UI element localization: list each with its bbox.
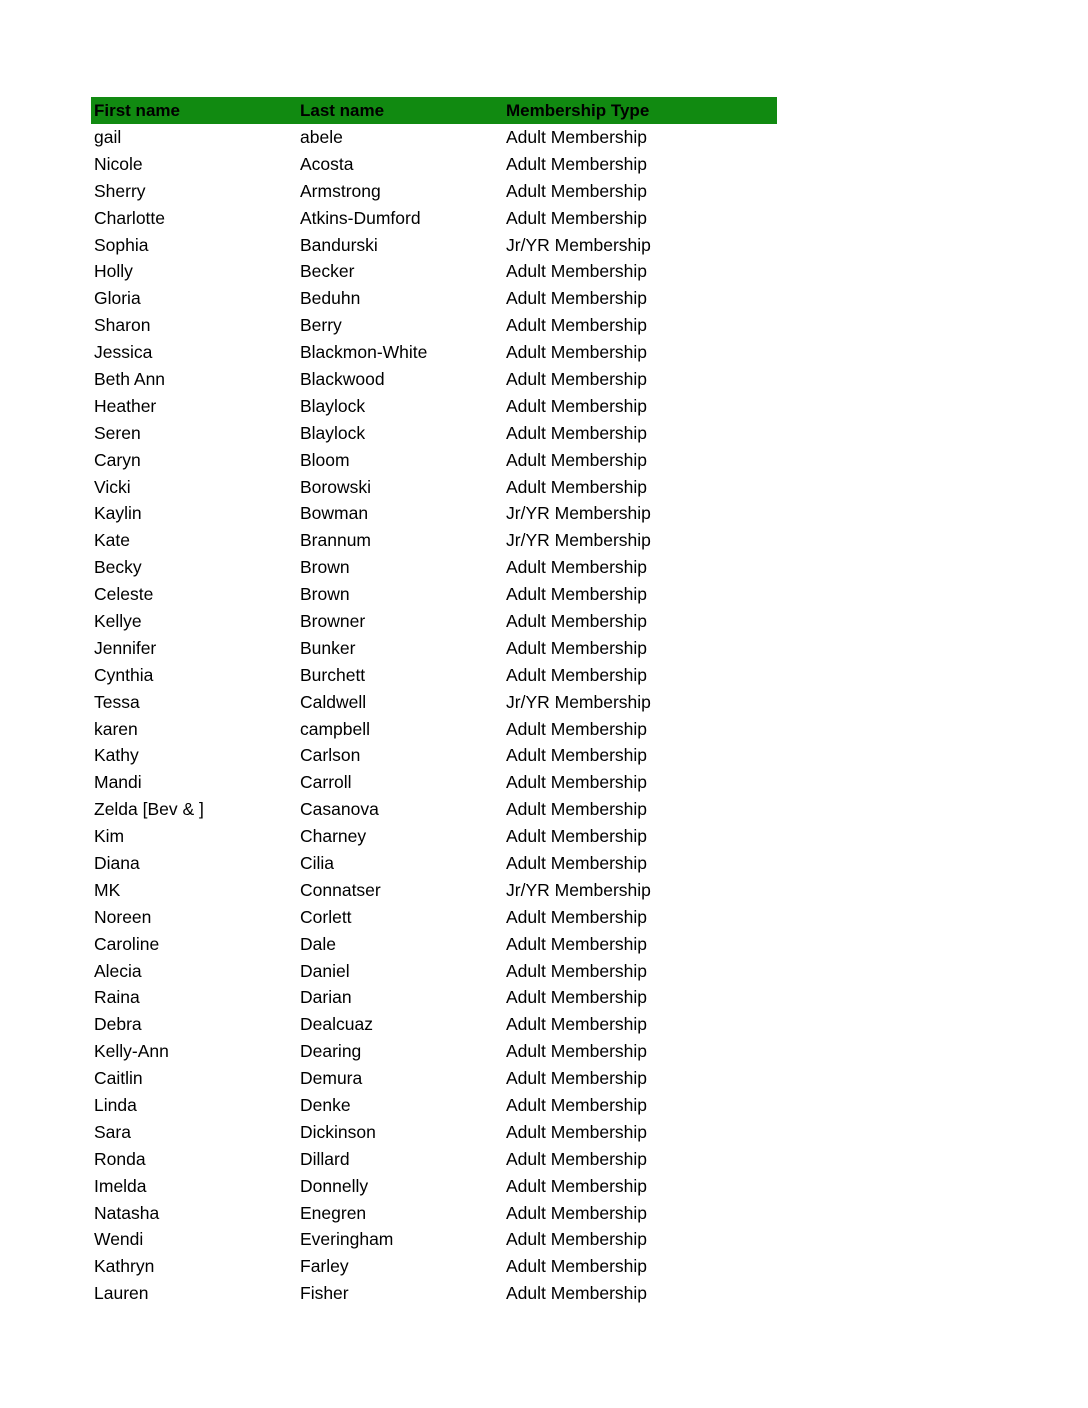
- cell-last-name: Bandurski: [300, 234, 378, 255]
- cell-last-name: Carroll: [300, 772, 352, 793]
- cell-membership-type: Adult Membership: [506, 557, 648, 578]
- cell-last-name: Everingham: [300, 1229, 394, 1250]
- cell-first-name: Celeste: [94, 584, 154, 605]
- cell-last-name: Demura: [300, 1068, 363, 1089]
- table-row: [91, 151, 777, 178]
- cell-last-name: Bowman: [300, 503, 369, 524]
- cell-last-name: Enegren: [300, 1202, 367, 1223]
- table-row: [91, 742, 777, 769]
- cell-first-name: Vicki: [94, 476, 131, 497]
- table-row: [91, 258, 777, 285]
- cell-membership-type: Adult Membership: [506, 261, 648, 282]
- cell-first-name: Kelly-Ann: [94, 1041, 169, 1062]
- table-row: [91, 124, 777, 151]
- cell-first-name: Debra: [94, 1014, 142, 1035]
- table-body: [91, 124, 777, 1307]
- cell-membership-type: Adult Membership: [506, 799, 648, 820]
- cell-first-name: Lauren: [94, 1283, 149, 1304]
- cell-last-name: Berry: [300, 315, 342, 336]
- cell-membership-type: Adult Membership: [506, 1283, 648, 1304]
- cell-first-name: gail: [94, 126, 122, 147]
- table-row: [91, 420, 777, 447]
- cell-first-name: Diana: [94, 852, 140, 873]
- cell-membership-type: Adult Membership: [506, 906, 648, 927]
- cell-first-name: Mandi: [94, 772, 142, 793]
- cell-first-name: Sophia: [94, 234, 149, 255]
- table-row: [91, 285, 777, 312]
- cell-membership-type: Jr/YR Membership: [506, 879, 651, 900]
- cell-first-name: Sherry: [94, 180, 146, 201]
- cell-membership-type: Adult Membership: [506, 987, 648, 1008]
- cell-last-name: Blackwood: [300, 368, 385, 389]
- table-row: [91, 178, 777, 205]
- table-row: [91, 1011, 777, 1038]
- table-row: [91, 904, 777, 931]
- cell-first-name: Kate: [94, 530, 130, 551]
- table-row: [91, 339, 777, 366]
- table-row: [91, 931, 777, 958]
- cell-first-name: Nicole: [94, 153, 143, 174]
- cell-membership-type: Jr/YR Membership: [506, 234, 651, 255]
- table-row: [91, 716, 777, 743]
- cell-first-name: Holly: [94, 261, 133, 282]
- cell-last-name: Atkins-Dumford: [300, 207, 421, 228]
- cell-last-name: Darian: [300, 987, 352, 1008]
- cell-last-name: Farley: [300, 1256, 349, 1277]
- cell-last-name: Fisher: [300, 1283, 349, 1304]
- table-row: [91, 1092, 777, 1119]
- cell-membership-type: Adult Membership: [506, 449, 648, 470]
- table-row: [91, 1253, 777, 1280]
- cell-last-name: Corlett: [300, 906, 352, 927]
- cell-membership-type: Adult Membership: [506, 718, 648, 739]
- table-row: [91, 850, 777, 877]
- table-row: [91, 554, 777, 581]
- cell-first-name: Kaylin: [94, 503, 142, 524]
- header-first-name: First name: [94, 100, 180, 120]
- cell-membership-type: Adult Membership: [506, 826, 648, 847]
- cell-first-name: Heather: [94, 395, 157, 416]
- cell-membership-type: Jr/YR Membership: [506, 691, 651, 712]
- table-row: [91, 447, 777, 474]
- table-row: [91, 635, 777, 662]
- cell-first-name: MK: [94, 879, 121, 900]
- cell-membership-type: Adult Membership: [506, 368, 648, 389]
- table-row: [91, 1200, 777, 1227]
- cell-last-name: Becker: [300, 261, 355, 282]
- cell-last-name: Blaylock: [300, 395, 366, 416]
- table-row: [91, 985, 777, 1012]
- cell-last-name: Blackmon-White: [300, 342, 428, 363]
- table-row: [91, 500, 777, 527]
- cell-first-name: Jessica: [94, 342, 153, 363]
- table-row: [91, 769, 777, 796]
- cell-last-name: Charney: [300, 826, 367, 847]
- cell-first-name: Caitlin: [94, 1068, 143, 1089]
- membership-table: [91, 97, 777, 1307]
- table-row: [91, 393, 777, 420]
- cell-last-name: Dickinson: [300, 1121, 376, 1142]
- cell-last-name: Connatser: [300, 879, 381, 900]
- table-row: [91, 1146, 777, 1173]
- cell-membership-type: Jr/YR Membership: [506, 530, 651, 551]
- cell-first-name: Seren: [94, 422, 141, 443]
- cell-first-name: Alecia: [94, 960, 142, 981]
- cell-first-name: Gloria: [94, 288, 141, 309]
- cell-membership-type: Adult Membership: [506, 207, 648, 228]
- cell-last-name: Donnelly: [300, 1175, 369, 1196]
- cell-last-name: Dale: [300, 933, 336, 954]
- cell-last-name: Burchett: [300, 664, 366, 685]
- cell-membership-type: Adult Membership: [506, 1256, 648, 1277]
- cell-last-name: Borowski: [300, 476, 371, 497]
- cell-membership-type: Adult Membership: [506, 745, 648, 766]
- table-row: [91, 1173, 777, 1200]
- cell-last-name: campbell: [300, 718, 371, 739]
- cell-membership-type: Adult Membership: [506, 1202, 648, 1223]
- cell-first-name: Kellye: [94, 610, 142, 631]
- cell-membership-type: Adult Membership: [506, 1121, 648, 1142]
- cell-membership-type: Adult Membership: [506, 1041, 648, 1062]
- table-row: [91, 581, 777, 608]
- cell-first-name: Caryn: [94, 449, 141, 470]
- cell-membership-type: Adult Membership: [506, 395, 648, 416]
- cell-membership-type: Adult Membership: [506, 664, 648, 685]
- cell-membership-type: Adult Membership: [506, 1068, 648, 1089]
- cell-first-name: Natasha: [94, 1202, 160, 1223]
- table-row: [91, 877, 777, 904]
- header-membership-type: Membership Type: [506, 100, 650, 120]
- cell-membership-type: Adult Membership: [506, 1014, 648, 1035]
- cell-last-name: Cilia: [300, 852, 335, 873]
- table-row: [91, 1227, 777, 1254]
- cell-first-name: Charlotte: [94, 207, 166, 228]
- cell-membership-type: Adult Membership: [506, 315, 648, 336]
- cell-last-name: Armstrong: [300, 180, 381, 201]
- table-row: [91, 796, 777, 823]
- cell-first-name: Beth Ann: [94, 368, 166, 389]
- cell-last-name: Brown: [300, 584, 350, 605]
- cell-first-name: Kathy: [94, 745, 139, 766]
- cell-first-name: Raina: [94, 987, 140, 1008]
- cell-membership-type: Adult Membership: [506, 960, 648, 981]
- cell-first-name: Sara: [94, 1121, 131, 1142]
- cell-last-name: Dearing: [300, 1041, 362, 1062]
- cell-membership-type: Adult Membership: [506, 637, 648, 658]
- cell-last-name: Daniel: [300, 960, 350, 981]
- table-row: [91, 689, 777, 716]
- table-row: [91, 232, 777, 259]
- cell-last-name: Brannum: [300, 530, 372, 551]
- cell-last-name: Casanova: [300, 799, 379, 820]
- cell-membership-type: Adult Membership: [506, 610, 648, 631]
- cell-last-name: Blaylock: [300, 422, 366, 443]
- cell-first-name: Linda: [94, 1095, 137, 1115]
- table-header-row: [91, 97, 777, 124]
- cell-membership-type: Adult Membership: [506, 1175, 648, 1196]
- cell-last-name: Dealcuaz: [300, 1014, 373, 1035]
- cell-last-name: Caldwell: [300, 691, 367, 712]
- cell-first-name: Wendi: [94, 1229, 144, 1250]
- cell-membership-type: Adult Membership: [506, 1095, 648, 1115]
- cell-membership-type: Adult Membership: [506, 852, 648, 873]
- table-row: [91, 662, 777, 689]
- table-row: [91, 958, 777, 985]
- table-row: [91, 1280, 777, 1307]
- cell-last-name: Bunker: [300, 637, 356, 658]
- cell-first-name: Zelda [Bev & ]: [94, 799, 204, 820]
- table-row: [91, 205, 777, 232]
- cell-last-name: abele: [300, 126, 343, 147]
- cell-first-name: Caroline: [94, 933, 160, 954]
- cell-first-name: Sharon: [94, 315, 151, 336]
- cell-first-name: Becky: [94, 557, 142, 578]
- cell-membership-type: Adult Membership: [506, 584, 648, 605]
- table-row: [91, 1119, 777, 1146]
- table-row: [91, 1065, 777, 1092]
- cell-membership-type: Adult Membership: [506, 422, 648, 443]
- cell-last-name: Brown: [300, 557, 350, 578]
- cell-first-name: Jennifer: [94, 637, 157, 658]
- cell-first-name: Noreen: [94, 906, 152, 927]
- cell-last-name: Acosta: [300, 153, 354, 174]
- table-row: [91, 608, 777, 635]
- cell-first-name: Imelda: [94, 1175, 147, 1196]
- cell-last-name: Dillard: [300, 1148, 350, 1169]
- cell-last-name: Carlson: [300, 745, 361, 766]
- cell-membership-type: Adult Membership: [506, 153, 648, 174]
- table-row: [91, 823, 777, 850]
- cell-first-name: Kim: [94, 826, 125, 847]
- cell-first-name: Kathryn: [94, 1256, 155, 1277]
- table-row: [91, 1038, 777, 1065]
- cell-membership-type: Adult Membership: [506, 180, 648, 201]
- cell-first-name: Cynthia: [94, 664, 154, 685]
- cell-first-name: Tessa: [94, 691, 140, 712]
- table-row: [91, 366, 777, 393]
- cell-last-name: Browner: [300, 610, 366, 631]
- cell-membership-type: Adult Membership: [506, 1229, 648, 1250]
- cell-first-name: Ronda: [94, 1148, 146, 1169]
- cell-last-name: Denke: [300, 1095, 351, 1115]
- table-row: [91, 527, 777, 554]
- cell-first-name: karen: [94, 718, 138, 739]
- cell-membership-type: Adult Membership: [506, 476, 648, 497]
- cell-membership-type: Adult Membership: [506, 1148, 648, 1169]
- cell-membership-type: Adult Membership: [506, 933, 648, 954]
- cell-membership-type: Jr/YR Membership: [506, 503, 651, 524]
- cell-membership-type: Adult Membership: [506, 772, 648, 793]
- cell-membership-type: Adult Membership: [506, 342, 648, 363]
- header-last-name: Last name: [300, 100, 385, 120]
- cell-membership-type: Adult Membership: [506, 288, 648, 309]
- table-row: [91, 312, 777, 339]
- cell-last-name: Beduhn: [300, 288, 361, 309]
- table-row: [91, 474, 777, 501]
- cell-last-name: Bloom: [300, 449, 350, 470]
- cell-membership-type: Adult Membership: [506, 126, 648, 147]
